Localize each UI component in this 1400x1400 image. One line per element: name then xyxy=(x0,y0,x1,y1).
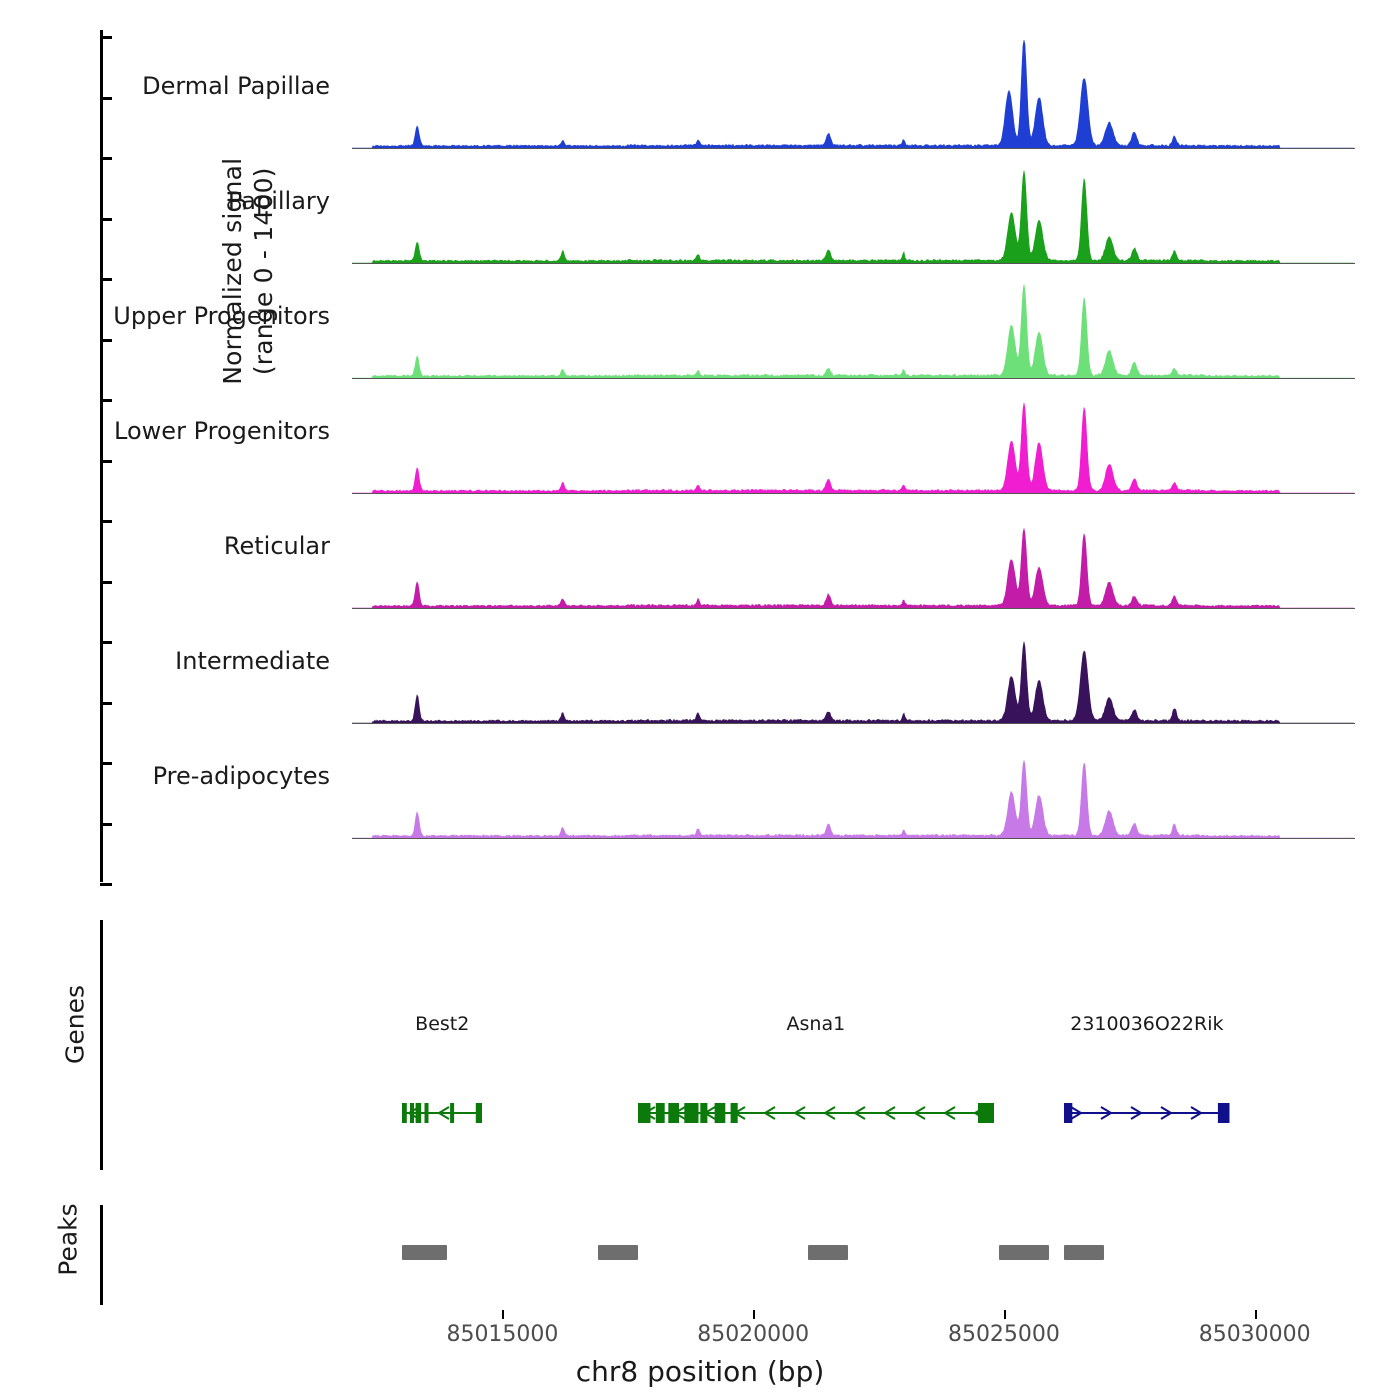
axis-tick xyxy=(100,641,112,644)
track-label: Upper Progenitors xyxy=(113,302,330,331)
track-signal-area xyxy=(352,615,1355,723)
signal-track xyxy=(223,500,1355,608)
track-baseline xyxy=(352,493,1355,494)
peak-bar xyxy=(402,1245,447,1260)
track-label: Lower Progenitors xyxy=(114,417,330,446)
track-baseline xyxy=(352,608,1355,609)
track-baseline xyxy=(352,148,1355,149)
y-axis-title-line2: (range 0 - 1400) xyxy=(249,167,278,376)
axis-tick xyxy=(100,339,112,342)
axis-tick xyxy=(100,883,112,886)
track-signal-area xyxy=(352,385,1355,493)
gene-label: Best2 xyxy=(415,1013,470,1035)
x-tick xyxy=(1255,1310,1257,1319)
x-tick xyxy=(753,1310,755,1319)
signal-track xyxy=(175,615,1355,723)
track-label: Reticular xyxy=(223,532,330,561)
gene-model xyxy=(638,1098,994,1128)
track-signal-area xyxy=(352,500,1355,608)
peak-bar xyxy=(1064,1245,1104,1260)
peaks-axis-title: Peaks xyxy=(53,1203,83,1276)
x-tick-label: 85020000 xyxy=(697,1322,810,1347)
axis-tick xyxy=(100,460,112,463)
x-tick-label: 85015000 xyxy=(446,1322,559,1347)
signal-track xyxy=(152,730,1355,838)
gene-model xyxy=(1064,1098,1229,1128)
axis-tick xyxy=(100,157,112,160)
gene-label: 2310036O22Rik xyxy=(1070,1013,1224,1035)
x-tick-label: 85030000 xyxy=(1198,1322,1311,1347)
peaks-axis-spine xyxy=(100,1205,103,1305)
axis-tick xyxy=(100,399,112,402)
axis-tick xyxy=(100,36,112,39)
axis-tick xyxy=(100,520,112,523)
track-baseline xyxy=(352,838,1355,839)
track-baseline xyxy=(352,263,1355,264)
track-signal-area xyxy=(352,155,1355,263)
signal-track xyxy=(227,155,1355,263)
track-label: Intermediate xyxy=(175,647,330,676)
track-baseline xyxy=(352,378,1355,379)
track-label: Pre-adipocytes xyxy=(152,762,330,791)
axis-tick xyxy=(100,278,112,281)
x-tick-label: 85025000 xyxy=(947,1322,1060,1347)
track-signal-area xyxy=(352,730,1355,838)
axis-tick xyxy=(100,581,112,584)
gene-model xyxy=(402,1098,482,1128)
peak-bar xyxy=(598,1245,638,1260)
axis-tick xyxy=(100,702,112,705)
genes-axis-title: Genes xyxy=(60,985,90,1065)
x-tick xyxy=(1004,1310,1006,1319)
x-tick xyxy=(502,1310,504,1319)
track-label: Papillary xyxy=(227,187,330,216)
track-signal-area xyxy=(352,40,1355,148)
y-axis-title-line1: Normalized signal xyxy=(217,157,247,385)
peak-bar xyxy=(999,1245,1049,1260)
peak-bar xyxy=(808,1245,848,1260)
track-signal-area xyxy=(352,270,1355,378)
track-baseline xyxy=(352,723,1355,724)
genes-axis-spine xyxy=(100,920,103,1170)
gene-label: Asna1 xyxy=(786,1013,846,1035)
axis-tick xyxy=(100,218,112,221)
axis-tick xyxy=(100,823,112,826)
x-axis-title: chr8 position (bp) xyxy=(575,1355,825,1388)
track-label: Dermal Papillae xyxy=(142,72,330,101)
signal-track xyxy=(142,40,1355,148)
signal-track xyxy=(114,385,1355,493)
